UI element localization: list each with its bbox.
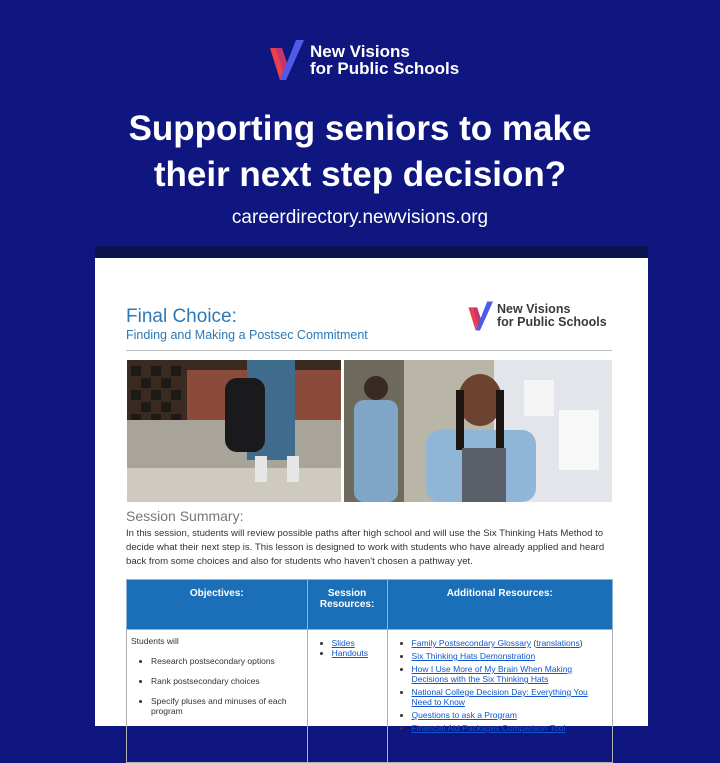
objective-item: • Rank postsecondary choices [151,676,303,686]
program-questions-link[interactable]: Questions to ask a Program [411,710,517,720]
headline [0,106,720,198]
brain-decisions-link[interactable]: How I Use More of My Brain When Making Decisions with the Six Thinking Hats [411,664,573,684]
lesson-document-preview [95,246,648,733]
headline-line2: their next step decision? [153,155,567,194]
document-top-bar [95,246,648,258]
new-visions-logo-icon [268,40,304,80]
objectives-list [131,656,303,716]
document-title: Final Choice: [126,306,237,327]
brand-line1: New Visions [310,42,410,61]
objectives-cell [127,630,308,763]
session-resources-cell [307,630,387,763]
family-glossary-link[interactable]: Family Postsecondary Glossary [411,638,532,648]
document-brand-line2: for Public Schools [497,315,607,329]
new-visions-logo-icon [467,301,493,331]
translations-link[interactable]: translations [536,638,580,648]
summary-text: In this session, students will review possible paths after high school and will use the Six Thinking Hats Method to decide what their next step is. This lesson is designed to work with students who have already applied and heard back from some choices and also for students who haven't chosen a pathway yet. [126,528,605,567]
resources-table [126,579,613,763]
summary-heading: Session Summary: [126,508,244,524]
financial-aid-tool-link[interactable]: Financial Aid Packages Comparison Tool [411,723,566,733]
student-notebook-photo [344,360,612,502]
additional-resources-header: Additional Resources: [387,580,612,630]
handouts-link[interactable]: Handouts [331,648,368,658]
session-resources-list [312,638,383,658]
objectives-header: Objectives: [127,580,308,630]
additional-resources-cell [387,630,612,763]
brand-line2: for Public Schools [310,59,460,78]
document-brand-line1: New Visions [497,302,571,316]
headline-line1: Supporting seniors to make [128,109,592,148]
document-brand-logo [467,301,607,331]
objectives-intro: Students will [131,636,179,646]
decision-day-link[interactable]: National College Decision Day: Everything You Need to Know [411,687,588,707]
objective-item: • Specify pluses and minuses of each program [151,696,303,716]
divider [126,350,612,351]
slides-link[interactable]: Slides [331,638,355,648]
document-subtitle: Finding and Making a Postsec Commitment [126,328,368,342]
brand-logo [268,40,459,80]
website-url: careerdirectory.newvisions.org [231,207,489,228]
six-hats-demo-link[interactable]: Six Thinking Hats Demonstration [411,651,536,661]
objective-item: • Research postsecondary options [151,656,303,666]
session-resources-header: Session Resources: [307,580,387,630]
additional-resources-list: • Family Postsecondary Glossary (translations) • Six Thinking Hats Demonstration • How I Use More of My Brain When Making Decisions with the Six Thinking Hats • National College Decision Day: Everything You Need to Know • Questions to ask a Program • Financial Aid Packages Comparison Tool [392,638,608,733]
student-backpack-photo [127,360,341,502]
